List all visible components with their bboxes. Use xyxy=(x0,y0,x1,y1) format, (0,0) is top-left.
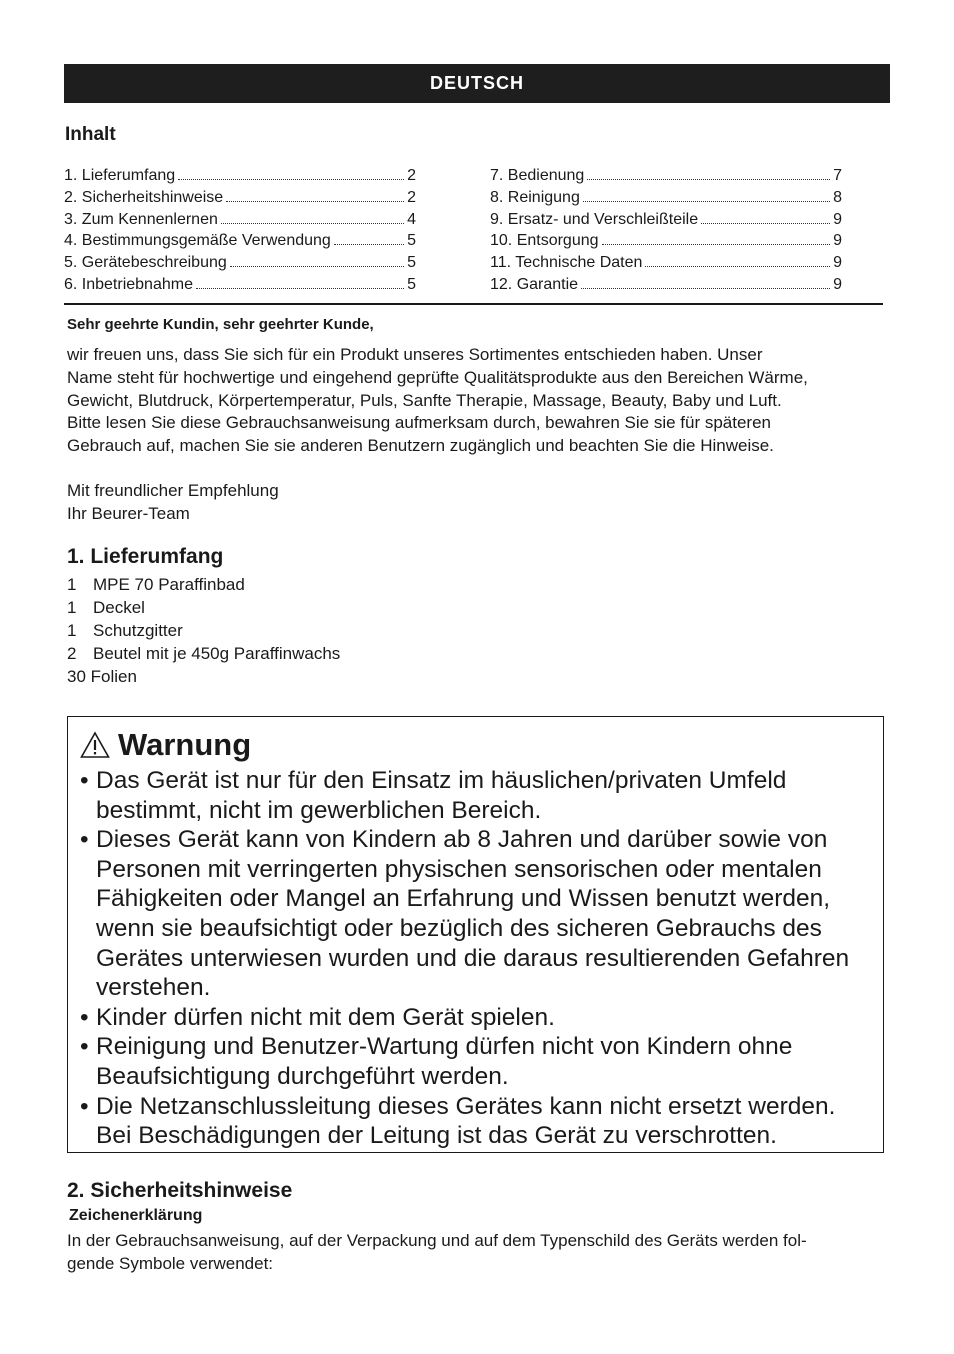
warning-item xyxy=(80,766,870,825)
warning-line: bestimmt, nicht im gewerblichen Bereich. xyxy=(96,796,542,824)
bullet: • xyxy=(80,1003,89,1031)
warning-line: Die Netzanschlussleitung dieses Gerätes kann nicht ersetzt werden. xyxy=(96,1092,836,1120)
toc-column-right xyxy=(490,165,842,296)
toc-entry[interactable] xyxy=(64,187,416,209)
intro-line: Gebrauch auf, machen Sie sie anderen Benutzern zugänglich und beachten Sie die Hinweise. xyxy=(67,436,774,456)
toc-entry[interactable] xyxy=(490,230,842,252)
delivery-qty: 2 xyxy=(67,644,77,663)
toc-entry[interactable] xyxy=(490,187,842,209)
toc-leader-dots xyxy=(230,254,404,267)
warning-title: Warnung xyxy=(118,727,252,762)
warning-line: Das Gerät ist nur für den Einsatz im häuslichen/privaten Umfeld xyxy=(96,767,787,794)
toc-entry[interactable] xyxy=(64,274,416,296)
list-item xyxy=(67,642,340,665)
delivery-heading: 1. Lieferumfang xyxy=(67,545,224,568)
toc-entry-page: 4 xyxy=(407,210,416,228)
warning-line: Fähigkeiten oder Mangel an Erfahrung und Wissen benutzt werden, xyxy=(96,885,831,913)
intro-line: Name steht für hochwertige und eingehend geprüfte Qualitätsprodukte aus den Bereichen Wärme, xyxy=(67,367,808,387)
warning-line: Dieses Gerät kann von Kindern ab 8 Jahren und darüber sowie von xyxy=(96,826,828,854)
toc-entry-label: 1. Lieferumfang xyxy=(64,167,176,184)
delivery-qty: 1 xyxy=(67,621,77,640)
toc-entry-label: 7. Bedienung xyxy=(490,167,585,184)
toc-entry[interactable] xyxy=(64,230,416,252)
toc-title: Inhalt xyxy=(65,124,116,145)
bullet: • xyxy=(80,767,89,794)
intro-line: Bitte lesen Sie diese Gebrauchsanweisung aufmerksam durch, bewahren Sie sie für späteren xyxy=(67,413,771,433)
toc-entry-label: 5. Gerätebeschreibung xyxy=(64,254,227,272)
warning-box xyxy=(67,716,884,1153)
toc-entry-label: 9. Ersatz- und Verschleißteile xyxy=(490,210,699,228)
symbols-intro-line: In der Gebrauchsanweisung, auf der Verpackung und auf dem Typenschild des Geräts werden fol- xyxy=(67,1231,807,1250)
warning-line: wenn sie beaufsichtigt oder bezüglich des sicheren Gebrauchs des xyxy=(96,914,822,942)
delivery-text: Schutzgitter xyxy=(93,621,183,640)
warning-title-row xyxy=(80,727,251,763)
toc-entry-label: 10. Entsorgung xyxy=(490,232,599,250)
toc-leader-dots xyxy=(221,211,404,224)
delivery-qty: 1 xyxy=(67,598,77,617)
symbols-intro-paragraph xyxy=(67,1230,887,1275)
toc-entry-label: 4. Bestimmungsgemäße Verwendung xyxy=(64,232,331,250)
warning-line: Gerätes unterwiesen wurden und die daraus resultierenden Gefahren xyxy=(96,944,850,972)
toc-entry-label: 6. Inbetriebnahme xyxy=(64,275,193,293)
warning-triangle-icon xyxy=(80,731,110,759)
warning-line: Reinigung und Benutzer-Wartung dürfen nicht von Kindern ohne xyxy=(96,1033,793,1061)
warning-line: verstehen. xyxy=(96,974,211,1002)
list-item xyxy=(67,665,340,688)
toc-entry-label: 3. Zum Kennenlernen xyxy=(64,210,218,228)
toc-entry-page: 8 xyxy=(833,188,842,206)
warning-line: Bei Beschädigungen der Leitung ist das Gerät zu verschrotten. xyxy=(96,1122,777,1150)
delivery-text: Beutel mit je 450g Paraffinwachs xyxy=(93,644,341,663)
warning-item xyxy=(80,1092,870,1151)
bullet: • xyxy=(80,1033,89,1061)
toc-entry[interactable] xyxy=(490,209,842,231)
toc-entry-page: 2 xyxy=(407,188,416,206)
toc-entry-page: 9 xyxy=(833,232,842,250)
closing-signature xyxy=(67,479,279,525)
toc-leader-dots xyxy=(581,276,830,289)
toc-entry-label: 11. Technische Daten xyxy=(490,254,643,272)
toc-entry-page: 2 xyxy=(407,167,416,184)
language-label: DEUTSCH xyxy=(429,73,524,93)
toc-entry[interactable] xyxy=(490,252,842,274)
toc-divider xyxy=(64,303,883,305)
toc-entry[interactable] xyxy=(490,165,842,187)
toc-entry-page: 5 xyxy=(407,254,416,272)
warning-item xyxy=(80,1003,870,1033)
toc-entry-label: 8. Reinigung xyxy=(490,188,580,206)
bullet: • xyxy=(80,826,89,854)
warning-line: Kinder dürfen nicht mit dem Gerät spielen. xyxy=(96,1003,555,1031)
toc-leader-dots xyxy=(602,232,831,245)
delivery-list xyxy=(67,573,340,688)
delivery-text: MPE 70 Paraffinbad xyxy=(93,575,245,594)
symbols-intro-line: gende Symbole verwendet: xyxy=(67,1253,274,1273)
toc-entry-page: 9 xyxy=(833,210,842,228)
intro-line: wir freuen uns, dass Sie sich für ein Produkt unseres Sortimentes entschieden haben. Unser xyxy=(67,345,763,364)
symbols-subheading: Zeichenerklärung xyxy=(69,1207,203,1224)
toc-leader-dots xyxy=(645,254,830,267)
toc-entry-page: 9 xyxy=(833,254,842,272)
toc-entry-label: 12. Garantie xyxy=(490,275,579,293)
toc-leader-dots xyxy=(226,189,404,202)
toc-entry-page: 9 xyxy=(833,275,842,293)
toc-leader-dots xyxy=(196,276,404,289)
delivery-qty: 1 xyxy=(67,575,77,594)
toc-leader-dots xyxy=(583,189,830,202)
delivery-text: Deckel xyxy=(93,598,145,617)
salutation: Sehr geehrte Kundin, sehr geehrter Kunde, xyxy=(67,316,374,333)
toc-entry[interactable] xyxy=(490,274,842,296)
toc-entry[interactable] xyxy=(64,252,416,274)
toc-entry[interactable] xyxy=(64,209,416,231)
toc-leader-dots xyxy=(587,167,830,180)
closing-line: Ihr Beurer-Team xyxy=(67,504,190,523)
toc-leader-dots xyxy=(701,211,830,224)
toc-entry-page: 5 xyxy=(407,232,416,250)
bullet: • xyxy=(80,1092,89,1120)
list-item xyxy=(67,596,340,619)
warning-line: Personen mit verringerten physischen sensorischen oder mentalen xyxy=(96,855,822,883)
warning-item xyxy=(80,1032,870,1091)
toc-leader-dots xyxy=(178,167,404,180)
language-header-bar xyxy=(64,64,890,103)
warning-list xyxy=(80,766,870,1151)
toc-entry-label: 2. Sicherheitshinweise xyxy=(64,188,224,206)
closing-line: Mit freundlicher Empfehlung xyxy=(67,481,279,500)
warning-line: Beaufsichtigung durchgeführt werden. xyxy=(96,1062,509,1090)
toc-entry-page: 5 xyxy=(407,275,416,293)
list-item xyxy=(67,573,340,596)
safety-heading: 2. Sicherheitshinweise xyxy=(67,1179,293,1202)
toc-entry-page: 7 xyxy=(833,167,842,184)
delivery-text: 30 Folien xyxy=(67,667,137,686)
intro-line: Gewicht, Blutdruck, Körpertemperatur, Puls, Sanfte Therapie, Massage, Beauty, Baby und Luft. xyxy=(67,390,782,410)
toc-entry[interactable] xyxy=(64,165,416,187)
toc-leader-dots xyxy=(334,232,404,245)
warning-item xyxy=(80,825,870,1003)
list-item xyxy=(67,619,340,642)
toc-column-left xyxy=(64,165,416,296)
intro-paragraph xyxy=(67,344,897,458)
